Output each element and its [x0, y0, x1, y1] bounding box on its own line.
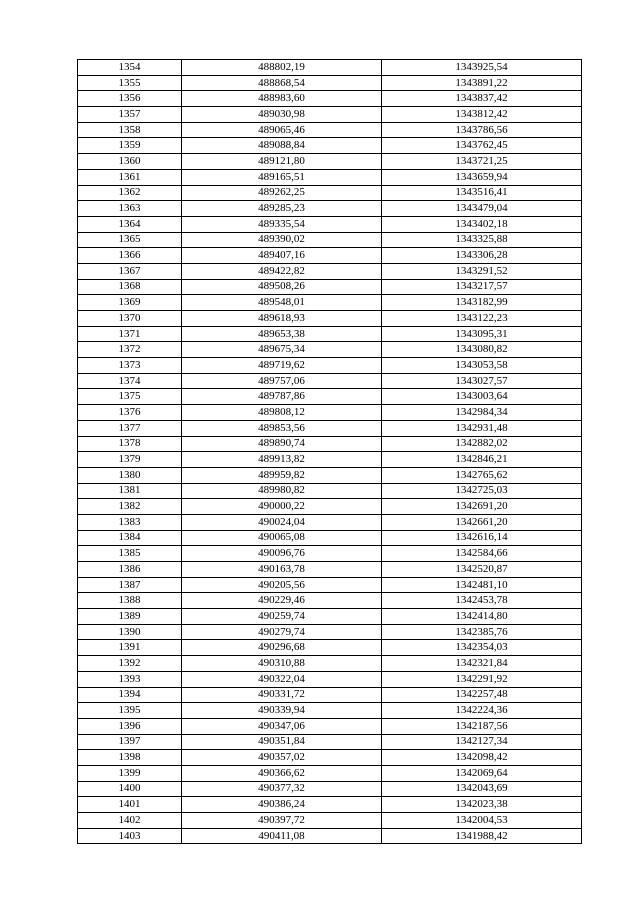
- x-coordinate-cell: 490377,32: [182, 781, 382, 797]
- y-coordinate-cell: 1343306,28: [382, 248, 582, 264]
- point-number-cell: 1373: [78, 358, 182, 374]
- x-coordinate-cell: 489508,26: [182, 279, 382, 295]
- point-number-cell: 1403: [78, 828, 182, 844]
- y-coordinate-cell: 1342616,14: [382, 530, 582, 546]
- table-row: [78, 562, 582, 578]
- table-row: [78, 185, 582, 201]
- y-coordinate-cell: 1343182,99: [382, 295, 582, 311]
- x-coordinate-cell: 489959,82: [182, 467, 382, 483]
- table-row: [78, 797, 582, 813]
- point-number-cell: 1365: [78, 232, 182, 248]
- coordinates-table: [77, 59, 582, 844]
- y-coordinate-cell: 1343080,82: [382, 342, 582, 358]
- point-number-cell: 1400: [78, 781, 182, 797]
- y-coordinate-cell: 1343053,58: [382, 358, 582, 374]
- point-number-cell: 1371: [78, 326, 182, 342]
- point-number-cell: 1370: [78, 311, 182, 327]
- x-coordinate-cell: 489262,25: [182, 185, 382, 201]
- table-row: [78, 750, 582, 766]
- y-coordinate-cell: 1342765,62: [382, 467, 582, 483]
- table-row: [78, 107, 582, 123]
- table-row: [78, 609, 582, 625]
- table-row: [78, 138, 582, 154]
- table-row: [78, 389, 582, 405]
- table-row: [78, 279, 582, 295]
- x-coordinate-cell: 489913,82: [182, 452, 382, 468]
- table-row: [78, 201, 582, 217]
- y-coordinate-cell: 1342069,64: [382, 765, 582, 781]
- y-coordinate-cell: 1342385,76: [382, 624, 582, 640]
- y-coordinate-cell: 1342453,78: [382, 593, 582, 609]
- point-number-cell: 1384: [78, 530, 182, 546]
- y-coordinate-cell: 1342691,20: [382, 499, 582, 515]
- y-coordinate-cell: 1343812,42: [382, 107, 582, 123]
- x-coordinate-cell: 489121,80: [182, 154, 382, 170]
- table-row: [78, 828, 582, 844]
- x-coordinate-cell: 489808,12: [182, 405, 382, 421]
- x-coordinate-cell: 490000,22: [182, 499, 382, 515]
- point-number-cell: 1375: [78, 389, 182, 405]
- point-number-cell: 1359: [78, 138, 182, 154]
- x-coordinate-cell: 490259,74: [182, 609, 382, 625]
- x-coordinate-cell: 489065,46: [182, 122, 382, 138]
- table-row: [78, 60, 582, 76]
- point-number-cell: 1383: [78, 514, 182, 530]
- x-coordinate-cell: 490339,94: [182, 703, 382, 719]
- point-number-cell: 1363: [78, 201, 182, 217]
- point-number-cell: 1357: [78, 107, 182, 123]
- point-number-cell: 1398: [78, 750, 182, 766]
- point-number-cell: 1376: [78, 405, 182, 421]
- point-number-cell: 1364: [78, 216, 182, 232]
- table-row: [78, 263, 582, 279]
- point-number-cell: 1390: [78, 624, 182, 640]
- y-coordinate-cell: 1342224,36: [382, 703, 582, 719]
- y-coordinate-cell: 1343516,41: [382, 185, 582, 201]
- point-number-cell: 1396: [78, 718, 182, 734]
- x-coordinate-cell: 490279,74: [182, 624, 382, 640]
- x-coordinate-cell: 490163,78: [182, 562, 382, 578]
- y-coordinate-cell: 1343925,54: [382, 60, 582, 76]
- point-number-cell: 1397: [78, 734, 182, 750]
- table-row: [78, 248, 582, 264]
- table-row: [78, 483, 582, 499]
- y-coordinate-cell: 1343479,04: [382, 201, 582, 217]
- table-row: [78, 91, 582, 107]
- table-row: [78, 436, 582, 452]
- table-row: [78, 452, 582, 468]
- y-coordinate-cell: 1343027,57: [382, 373, 582, 389]
- x-coordinate-cell: 489285,23: [182, 201, 382, 217]
- x-coordinate-cell: 490357,02: [182, 750, 382, 766]
- y-coordinate-cell: 1342661,20: [382, 514, 582, 530]
- point-number-cell: 1355: [78, 75, 182, 91]
- x-coordinate-cell: 489030,98: [182, 107, 382, 123]
- x-coordinate-cell: 490205,56: [182, 577, 382, 593]
- table-row: [78, 514, 582, 530]
- x-coordinate-cell: 489165,51: [182, 169, 382, 185]
- point-number-cell: 1360: [78, 154, 182, 170]
- y-coordinate-cell: 1342520,87: [382, 562, 582, 578]
- table-row: [78, 232, 582, 248]
- point-number-cell: 1381: [78, 483, 182, 499]
- table-row: [78, 734, 582, 750]
- y-coordinate-cell: 1343659,94: [382, 169, 582, 185]
- y-coordinate-cell: 1343786,56: [382, 122, 582, 138]
- y-coordinate-cell: 1343291,52: [382, 263, 582, 279]
- point-number-cell: 1395: [78, 703, 182, 719]
- table-row: [78, 467, 582, 483]
- point-number-cell: 1399: [78, 765, 182, 781]
- y-coordinate-cell: 1343003,64: [382, 389, 582, 405]
- x-coordinate-cell: 490386,24: [182, 797, 382, 813]
- x-coordinate-cell: 490065,08: [182, 530, 382, 546]
- point-number-cell: 1362: [78, 185, 182, 201]
- x-coordinate-cell: 489088,84: [182, 138, 382, 154]
- point-number-cell: 1354: [78, 60, 182, 76]
- x-coordinate-cell: 489980,82: [182, 483, 382, 499]
- table-row: [78, 718, 582, 734]
- table-row: [78, 373, 582, 389]
- point-number-cell: 1386: [78, 562, 182, 578]
- point-number-cell: 1401: [78, 797, 182, 813]
- point-number-cell: 1372: [78, 342, 182, 358]
- y-coordinate-cell: 1342414,80: [382, 609, 582, 625]
- x-coordinate-cell: 489787,86: [182, 389, 382, 405]
- table-row: [78, 530, 582, 546]
- point-number-cell: 1378: [78, 436, 182, 452]
- x-coordinate-cell: 490411,08: [182, 828, 382, 844]
- y-coordinate-cell: 1342023,38: [382, 797, 582, 813]
- y-coordinate-cell: 1343122,23: [382, 311, 582, 327]
- y-coordinate-cell: 1343721,25: [382, 154, 582, 170]
- point-number-cell: 1379: [78, 452, 182, 468]
- table-row: [78, 311, 582, 327]
- table-row: [78, 671, 582, 687]
- table-row: [78, 295, 582, 311]
- x-coordinate-cell: 490310,88: [182, 656, 382, 672]
- point-number-cell: 1385: [78, 546, 182, 562]
- point-number-cell: 1402: [78, 813, 182, 829]
- table-row: [78, 499, 582, 515]
- table-row: [78, 122, 582, 138]
- x-coordinate-cell: 489675,34: [182, 342, 382, 358]
- table-row: [78, 420, 582, 436]
- point-number-cell: 1380: [78, 467, 182, 483]
- y-coordinate-cell: 1342846,21: [382, 452, 582, 468]
- table-row: [78, 765, 582, 781]
- y-coordinate-cell: 1343402,18: [382, 216, 582, 232]
- table-row: [78, 405, 582, 421]
- table-row: [78, 326, 582, 342]
- x-coordinate-cell: 490024,04: [182, 514, 382, 530]
- table-row: [78, 813, 582, 829]
- x-coordinate-cell: 490322,04: [182, 671, 382, 687]
- table-row: [78, 169, 582, 185]
- x-coordinate-cell: 489407,16: [182, 248, 382, 264]
- coordinates-table-body: [78, 60, 582, 844]
- point-number-cell: 1392: [78, 656, 182, 672]
- point-number-cell: 1377: [78, 420, 182, 436]
- x-coordinate-cell: 490331,72: [182, 687, 382, 703]
- y-coordinate-cell: 1343762,45: [382, 138, 582, 154]
- table-row: [78, 781, 582, 797]
- y-coordinate-cell: 1342882,02: [382, 436, 582, 452]
- table-row: [78, 154, 582, 170]
- point-number-cell: 1382: [78, 499, 182, 515]
- y-coordinate-cell: 1342354,03: [382, 640, 582, 656]
- x-coordinate-cell: 489422,82: [182, 263, 382, 279]
- table-row: [78, 593, 582, 609]
- x-coordinate-cell: 489719,62: [182, 358, 382, 374]
- x-coordinate-cell: 489335,54: [182, 216, 382, 232]
- x-coordinate-cell: 490351,84: [182, 734, 382, 750]
- y-coordinate-cell: 1342321,84: [382, 656, 582, 672]
- y-coordinate-cell: 1342584,66: [382, 546, 582, 562]
- x-coordinate-cell: 489390,02: [182, 232, 382, 248]
- x-coordinate-cell: 490229,46: [182, 593, 382, 609]
- x-coordinate-cell: 488983,60: [182, 91, 382, 107]
- y-coordinate-cell: 1342984,34: [382, 405, 582, 421]
- point-number-cell: 1368: [78, 279, 182, 295]
- point-number-cell: 1369: [78, 295, 182, 311]
- x-coordinate-cell: 490296,68: [182, 640, 382, 656]
- point-number-cell: 1393: [78, 671, 182, 687]
- table-row: [78, 687, 582, 703]
- table-row: [78, 546, 582, 562]
- y-coordinate-cell: 1342291,92: [382, 671, 582, 687]
- table-row: [78, 342, 582, 358]
- point-number-cell: 1388: [78, 593, 182, 609]
- table-row: [78, 640, 582, 656]
- x-coordinate-cell: 490366,62: [182, 765, 382, 781]
- y-coordinate-cell: 1342098,42: [382, 750, 582, 766]
- y-coordinate-cell: 1342043,69: [382, 781, 582, 797]
- point-number-cell: 1356: [78, 91, 182, 107]
- y-coordinate-cell: 1342004,53: [382, 813, 582, 829]
- point-number-cell: 1389: [78, 609, 182, 625]
- y-coordinate-cell: 1342725,03: [382, 483, 582, 499]
- x-coordinate-cell: 489890,74: [182, 436, 382, 452]
- table-row: [78, 703, 582, 719]
- y-coordinate-cell: 1342257,48: [382, 687, 582, 703]
- point-number-cell: 1366: [78, 248, 182, 264]
- x-coordinate-cell: 489757,06: [182, 373, 382, 389]
- point-number-cell: 1358: [78, 122, 182, 138]
- y-coordinate-cell: 1343891,22: [382, 75, 582, 91]
- y-coordinate-cell: 1343095,31: [382, 326, 582, 342]
- table-row: [78, 656, 582, 672]
- point-number-cell: 1391: [78, 640, 182, 656]
- x-coordinate-cell: 489618,93: [182, 311, 382, 327]
- table-row: [78, 216, 582, 232]
- point-number-cell: 1367: [78, 263, 182, 279]
- point-number-cell: 1394: [78, 687, 182, 703]
- x-coordinate-cell: 488868,54: [182, 75, 382, 91]
- point-number-cell: 1361: [78, 169, 182, 185]
- table-row: [78, 624, 582, 640]
- x-coordinate-cell: 489548,01: [182, 295, 382, 311]
- y-coordinate-cell: 1341988,42: [382, 828, 582, 844]
- table-row: [78, 577, 582, 593]
- x-coordinate-cell: 490347,06: [182, 718, 382, 734]
- y-coordinate-cell: 1342481,10: [382, 577, 582, 593]
- x-coordinate-cell: 490096,76: [182, 546, 382, 562]
- x-coordinate-cell: 489653,38: [182, 326, 382, 342]
- point-number-cell: 1387: [78, 577, 182, 593]
- y-coordinate-cell: 1343217,57: [382, 279, 582, 295]
- y-coordinate-cell: 1343837,42: [382, 91, 582, 107]
- y-coordinate-cell: 1343325,88: [382, 232, 582, 248]
- y-coordinate-cell: 1342187,56: [382, 718, 582, 734]
- point-number-cell: 1374: [78, 373, 182, 389]
- y-coordinate-cell: 1342931,48: [382, 420, 582, 436]
- x-coordinate-cell: 490397,72: [182, 813, 382, 829]
- x-coordinate-cell: 489853,56: [182, 420, 382, 436]
- table-row: [78, 75, 582, 91]
- table-row: [78, 358, 582, 374]
- x-coordinate-cell: 488802,19: [182, 60, 382, 76]
- y-coordinate-cell: 1342127,34: [382, 734, 582, 750]
